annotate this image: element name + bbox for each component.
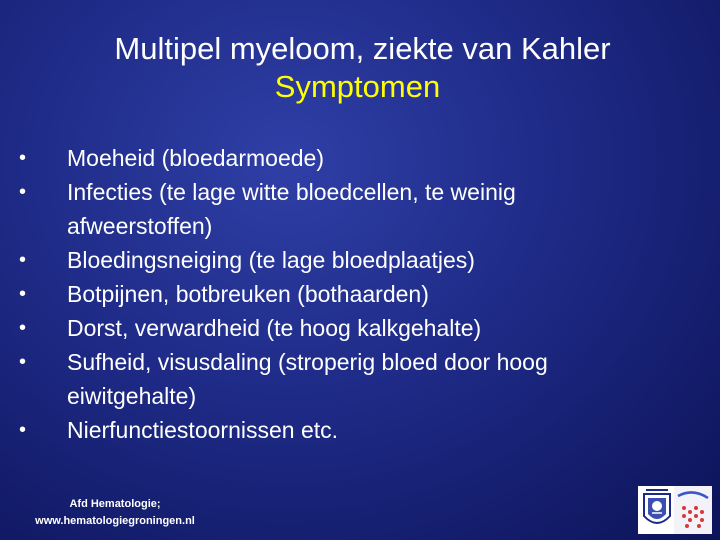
hematology-icon: [674, 486, 712, 534]
title-main: Multipel myeloom, ziekte van Kahler: [114, 31, 611, 66]
footer-department: Afd Hematologie;: [69, 498, 161, 510]
bullet-marker: •: [19, 351, 27, 373]
list-item: [0, 413, 667, 447]
university-seal-logo: [638, 486, 676, 534]
list-item-text: Bloedingsneiging (te lage bloedplaatjes): [67, 247, 475, 273]
bullet-marker: •: [19, 419, 27, 441]
university-seal-icon: [638, 486, 676, 534]
footer-credit: [0, 496, 230, 530]
bullet-marker: •: [19, 283, 27, 305]
bullet-marker: •: [19, 249, 27, 271]
list-item-text: Dorst, verwardheid (te hoog kalkgehalte): [67, 315, 482, 341]
bullet-marker: •: [19, 317, 27, 339]
list-item: [0, 345, 667, 413]
list-item: [0, 243, 667, 277]
list-item-text: Infecties (te lage witte bloedcellen, te weinig afweerstoffen): [67, 179, 516, 239]
bullet-marker: •: [19, 181, 27, 203]
list-item: [0, 311, 667, 345]
list-item-text: Moeheid (bloedarmoede): [67, 145, 324, 171]
list-item: [0, 175, 667, 243]
title-subtitle: Symptomen: [274, 69, 441, 104]
list-item-text: Botpijnen, botbreuken (bothaarden): [67, 281, 429, 307]
symptom-list: [0, 141, 720, 447]
list-item-text: Sufheid, visusdaling (stroperig bloed door hoog eiwitgehalte): [67, 349, 548, 409]
list-item: [0, 277, 667, 311]
slide-title: [0, 30, 720, 106]
list-item: [0, 141, 667, 175]
list-item-text: Nierfunctiestoornissen etc.: [67, 417, 339, 443]
footer-website-link[interactable]: www.hematologiegroningen.nl: [35, 515, 195, 527]
bullet-marker: •: [19, 147, 27, 169]
hematology-logo: [674, 486, 712, 534]
